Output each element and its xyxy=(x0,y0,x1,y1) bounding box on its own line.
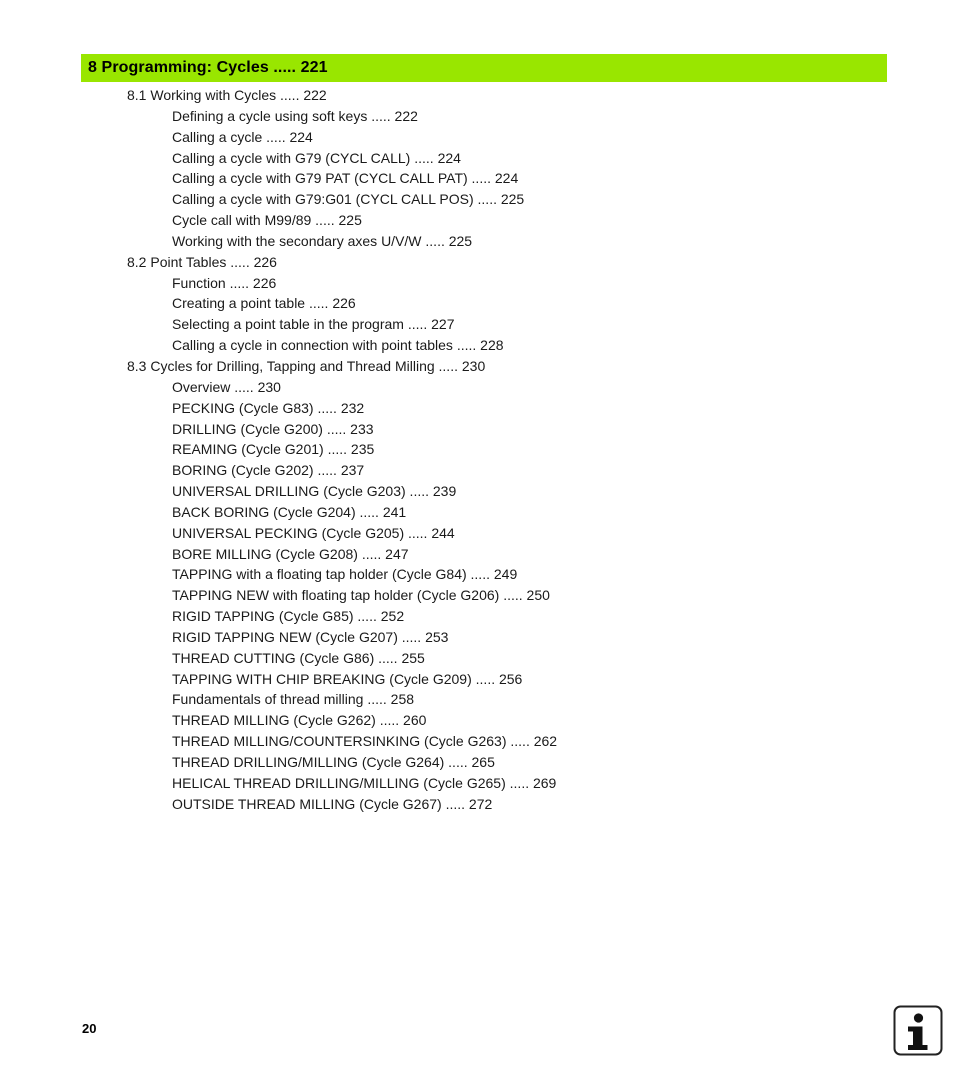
toc-entry[interactable]: TAPPING WITH CHIP BREAKING (Cycle G209) ..... 256 xyxy=(172,670,523,687)
toc-entry[interactable]: Selecting a point table in the program ..... 227 xyxy=(172,316,455,333)
toc-entry[interactable]: RIGID TAPPING (Cycle G85) ..... 252 xyxy=(172,608,405,625)
toc-entry[interactable]: Creating a point table ..... 226 xyxy=(172,295,356,312)
toc-entry[interactable]: BORE MILLING (Cycle G208) ..... 247 xyxy=(172,545,409,562)
toc-section-entry[interactable]: 8.1 Working with Cycles ..... 222 xyxy=(127,87,327,103)
toc-entry[interactable]: Calling a cycle with G79 PAT (CYCL CALL PAT) ..... 224 xyxy=(172,170,519,187)
toc-entry[interactable]: Function ..... 226 xyxy=(172,274,277,291)
toc-entry[interactable]: Calling a cycle with G79 (CYCL CALL) ..... 224 xyxy=(172,149,461,166)
page-number: 20 xyxy=(82,1021,97,1036)
toc-entry[interactable]: RIGID TAPPING NEW (Cycle G207) ..... 253 xyxy=(172,628,449,645)
toc-entry[interactable]: TAPPING with a floating tap holder (Cycle G84) ..... 249 xyxy=(172,566,518,583)
toc-entry[interactable]: UNIVERSAL PECKING (Cycle G205) ..... 244 xyxy=(172,524,455,541)
toc-entry[interactable]: Defining a cycle using soft keys ..... 222 xyxy=(172,107,418,124)
toc-entry[interactable]: BACK BORING (Cycle G204) ..... 241 xyxy=(172,503,407,520)
toc-section-entry[interactable]: 8.2 Point Tables ..... 226 xyxy=(127,253,277,270)
toc-entry[interactable]: PECKING (Cycle G83) ..... 232 xyxy=(172,399,365,416)
toc-section-entry[interactable]: 8.3 Cycles for Drilling, Tapping and Thread Milling ..... 230 xyxy=(127,357,486,374)
toc-entry[interactable]: Fundamentals of thread milling ..... 258 xyxy=(172,691,415,708)
toc-entry[interactable]: TAPPING NEW with floating tap holder (Cycle G206) ..... 250 xyxy=(172,587,550,604)
toc-entry[interactable]: BORING (Cycle G202) ..... 237 xyxy=(172,462,365,479)
toc-entry[interactable]: THREAD CUTTING (Cycle G86) ..... 255 xyxy=(172,649,425,666)
chapter-title[interactable]: 8 Programming: Cycles ..... 221 xyxy=(88,59,328,76)
toc-entry[interactable]: Calling a cycle ..... 224 xyxy=(172,128,313,145)
toc-entry[interactable]: Cycle call with M99/89 ..... 225 xyxy=(172,212,362,229)
toc-entry[interactable]: DRILLING (Cycle G200) ..... 233 xyxy=(172,420,374,437)
toc-entry[interactable]: REAMING (Cycle G201) ..... 235 xyxy=(172,441,375,458)
toc-entry[interactable]: UNIVERSAL DRILLING (Cycle G203) ..... 239 xyxy=(172,483,457,500)
toc-entry[interactable]: THREAD DRILLING/MILLING (Cycle G264) ..... 265 xyxy=(172,754,495,770)
toc-entry[interactable]: Calling a cycle in connection with point tables ..... 228 xyxy=(172,337,504,354)
toc-entry[interactable]: THREAD MILLING/COUNTERSINKING (Cycle G263) ..... 262 xyxy=(172,733,558,750)
info-icon xyxy=(893,1005,943,1056)
table-of-contents xyxy=(0,85,954,815)
toc-entry[interactable]: Working with the secondary axes U/V/W ..... 225 xyxy=(172,232,473,249)
toc-entry[interactable]: THREAD MILLING (Cycle G262) ..... 260 xyxy=(172,712,427,729)
toc-entry[interactable]: OUTSIDE THREAD MILLING (Cycle G267) ..... 272 xyxy=(172,795,493,812)
toc-entry[interactable]: Calling a cycle with G79:G01 (CYCL CALL POS) ..... 225 xyxy=(172,191,525,208)
toc-entry[interactable]: Overview ..... 230 xyxy=(172,378,281,395)
toc-entry[interactable]: HELICAL THREAD DRILLING/MILLING (Cycle G265) ..... 269 xyxy=(172,774,557,791)
chapter-heading-bar xyxy=(81,54,887,82)
